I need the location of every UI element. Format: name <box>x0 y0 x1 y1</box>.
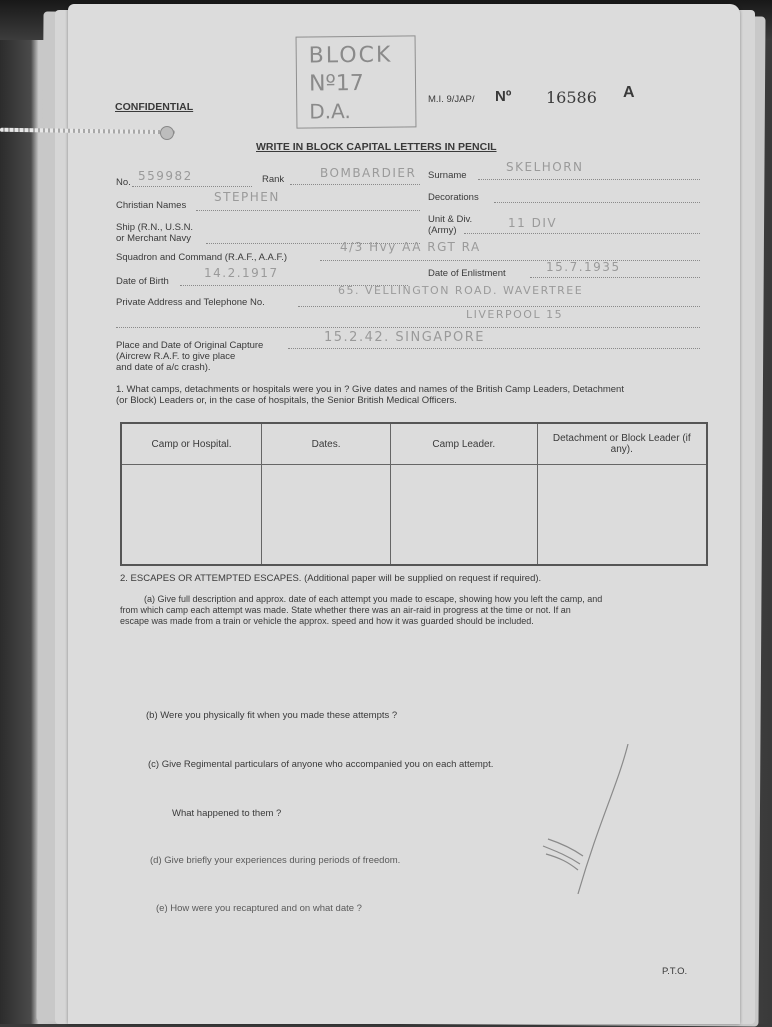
column-header-detachment-leader: Detachment or Block Leader (if any). <box>537 423 707 465</box>
enlistment-line <box>530 277 700 278</box>
address-label: Private Address and Telephone No. <box>116 297 265 308</box>
question-2a-text-2: from which camp each attempt was made. State whether there was an air-raid in progress at the time or not. If an <box>120 605 571 615</box>
question-2a-text-1: (a) Give full description and approx. date of each attempt you made to escape, showing how you left the camp, and <box>144 594 603 604</box>
table-cell <box>391 465 538 566</box>
pencil-scribble <box>538 744 648 894</box>
decorations-line <box>494 202 700 203</box>
dob-label: Date of Birth <box>116 276 169 287</box>
stamp-line-3: D.A. <box>309 99 351 124</box>
camps-table <box>120 422 708 566</box>
squadron-line <box>320 260 700 261</box>
christian-names-value: STEPHEN <box>214 190 280 204</box>
christian-names-label: Christian Names <box>116 200 187 211</box>
capture-label-2: (Aircrew R.A.F. to give place <box>116 351 236 362</box>
unit-label-2: (Army) <box>428 225 457 236</box>
unit-label: Unit & Div. <box>428 214 473 225</box>
enlistment-label: Date of Enlistment <box>428 268 506 279</box>
question-1-text-2: (or Block) Leaders or, in the case of hospitals, the Senior British Medical Officers. <box>116 395 457 406</box>
unit-line <box>464 233 700 234</box>
stamp-line-1: BLOCK <box>308 42 393 69</box>
form-sheet <box>68 4 740 1024</box>
no-field-value: 559982 <box>138 169 193 183</box>
capture-line <box>288 348 700 349</box>
question-2-title: 2. ESCAPES OR ATTEMPTED ESCAPES. (Additional paper will be supplied on request if required). <box>120 573 542 584</box>
reference-number: 16586 <box>546 88 597 107</box>
question-2c-text: (c) Give Regimental particulars of anyone who accompanied you on each attempt. <box>148 759 494 770</box>
squadron-value: 4/3 Hvy AA RGT RA <box>340 240 481 254</box>
table-cell <box>537 465 707 566</box>
no-field-label: No. <box>116 177 131 188</box>
reference-suffix: A <box>623 84 635 101</box>
question-2c-followup-text: What happened to them ? <box>172 808 282 819</box>
ref-label: M.I. 9/JAP/ <box>428 94 475 105</box>
camps-table-header-row <box>121 423 707 465</box>
rank-line <box>290 184 420 185</box>
surname-label: Surname <box>428 170 467 181</box>
capture-label: Place and Date of Original Capture <box>116 340 264 351</box>
question-2e-text: (e) How were you recaptured and on what date ? <box>156 903 362 914</box>
question-1-text: 1. What camps, detachments or hospitals were you in ? Give dates and names of the British Camp Leaders, Detachment <box>116 384 624 395</box>
table-row <box>121 465 707 566</box>
confidential-heading: CONFIDENTIAL <box>115 101 194 113</box>
surname-line <box>478 179 700 180</box>
question-2a-text-3: escape was made from a train or vehicle the approx. speed and how it was guarded should be included. <box>120 616 534 626</box>
squadron-label: Squadron and Command (R.A.F., A.A.F.) <box>116 252 288 263</box>
address-value-2: LIVERPOOL 15 <box>466 308 564 321</box>
table-cell <box>121 465 262 566</box>
string-knot <box>160 126 174 140</box>
ship-label-2: or Merchant Navy <box>116 233 191 244</box>
decorations-label: Decorations <box>428 192 479 203</box>
no-label: Nº <box>495 88 512 105</box>
pto-text: P.T.O. <box>662 966 688 977</box>
christian-names-line <box>196 210 420 211</box>
address-line-2 <box>116 327 700 328</box>
rank-value: BOMBARDIER <box>320 166 417 180</box>
unit-value: 11 DIV <box>508 216 558 230</box>
instruction-heading: WRITE IN BLOCK CAPITAL LETTERS IN PENCIL <box>256 141 497 153</box>
capture-label-3: and date of a/c crash). <box>116 362 211 373</box>
block-stamp <box>296 35 417 128</box>
dob-value: 14.2.1917 <box>204 266 279 280</box>
capture-value: 15.2.42. SINGAPORE <box>324 330 485 345</box>
address-value-1: 65. VELLINGTON ROAD. WAVERTREE <box>338 284 584 297</box>
question-2d-text: (d) Give briefly your experiences during periods of freedom. <box>150 855 401 866</box>
question-2b-text: (b) Were you physically fit when you made these attempts ? <box>146 710 398 721</box>
table-cell <box>262 465 391 566</box>
enlistment-value: 15.7.1935 <box>546 260 621 274</box>
rank-label: Rank <box>262 174 285 185</box>
column-header-dates: Dates. <box>262 423 391 465</box>
no-field-line <box>132 186 252 187</box>
stamp-line-2: Nº17 <box>308 70 364 97</box>
surname-value: SKELHORN <box>506 160 584 174</box>
address-line-1 <box>298 306 700 307</box>
column-header-camp-leader: Camp Leader. <box>391 423 538 465</box>
ship-label: Ship (R.N., U.S.N. <box>116 222 194 233</box>
column-header-camp: Camp or Hospital. <box>121 423 262 465</box>
